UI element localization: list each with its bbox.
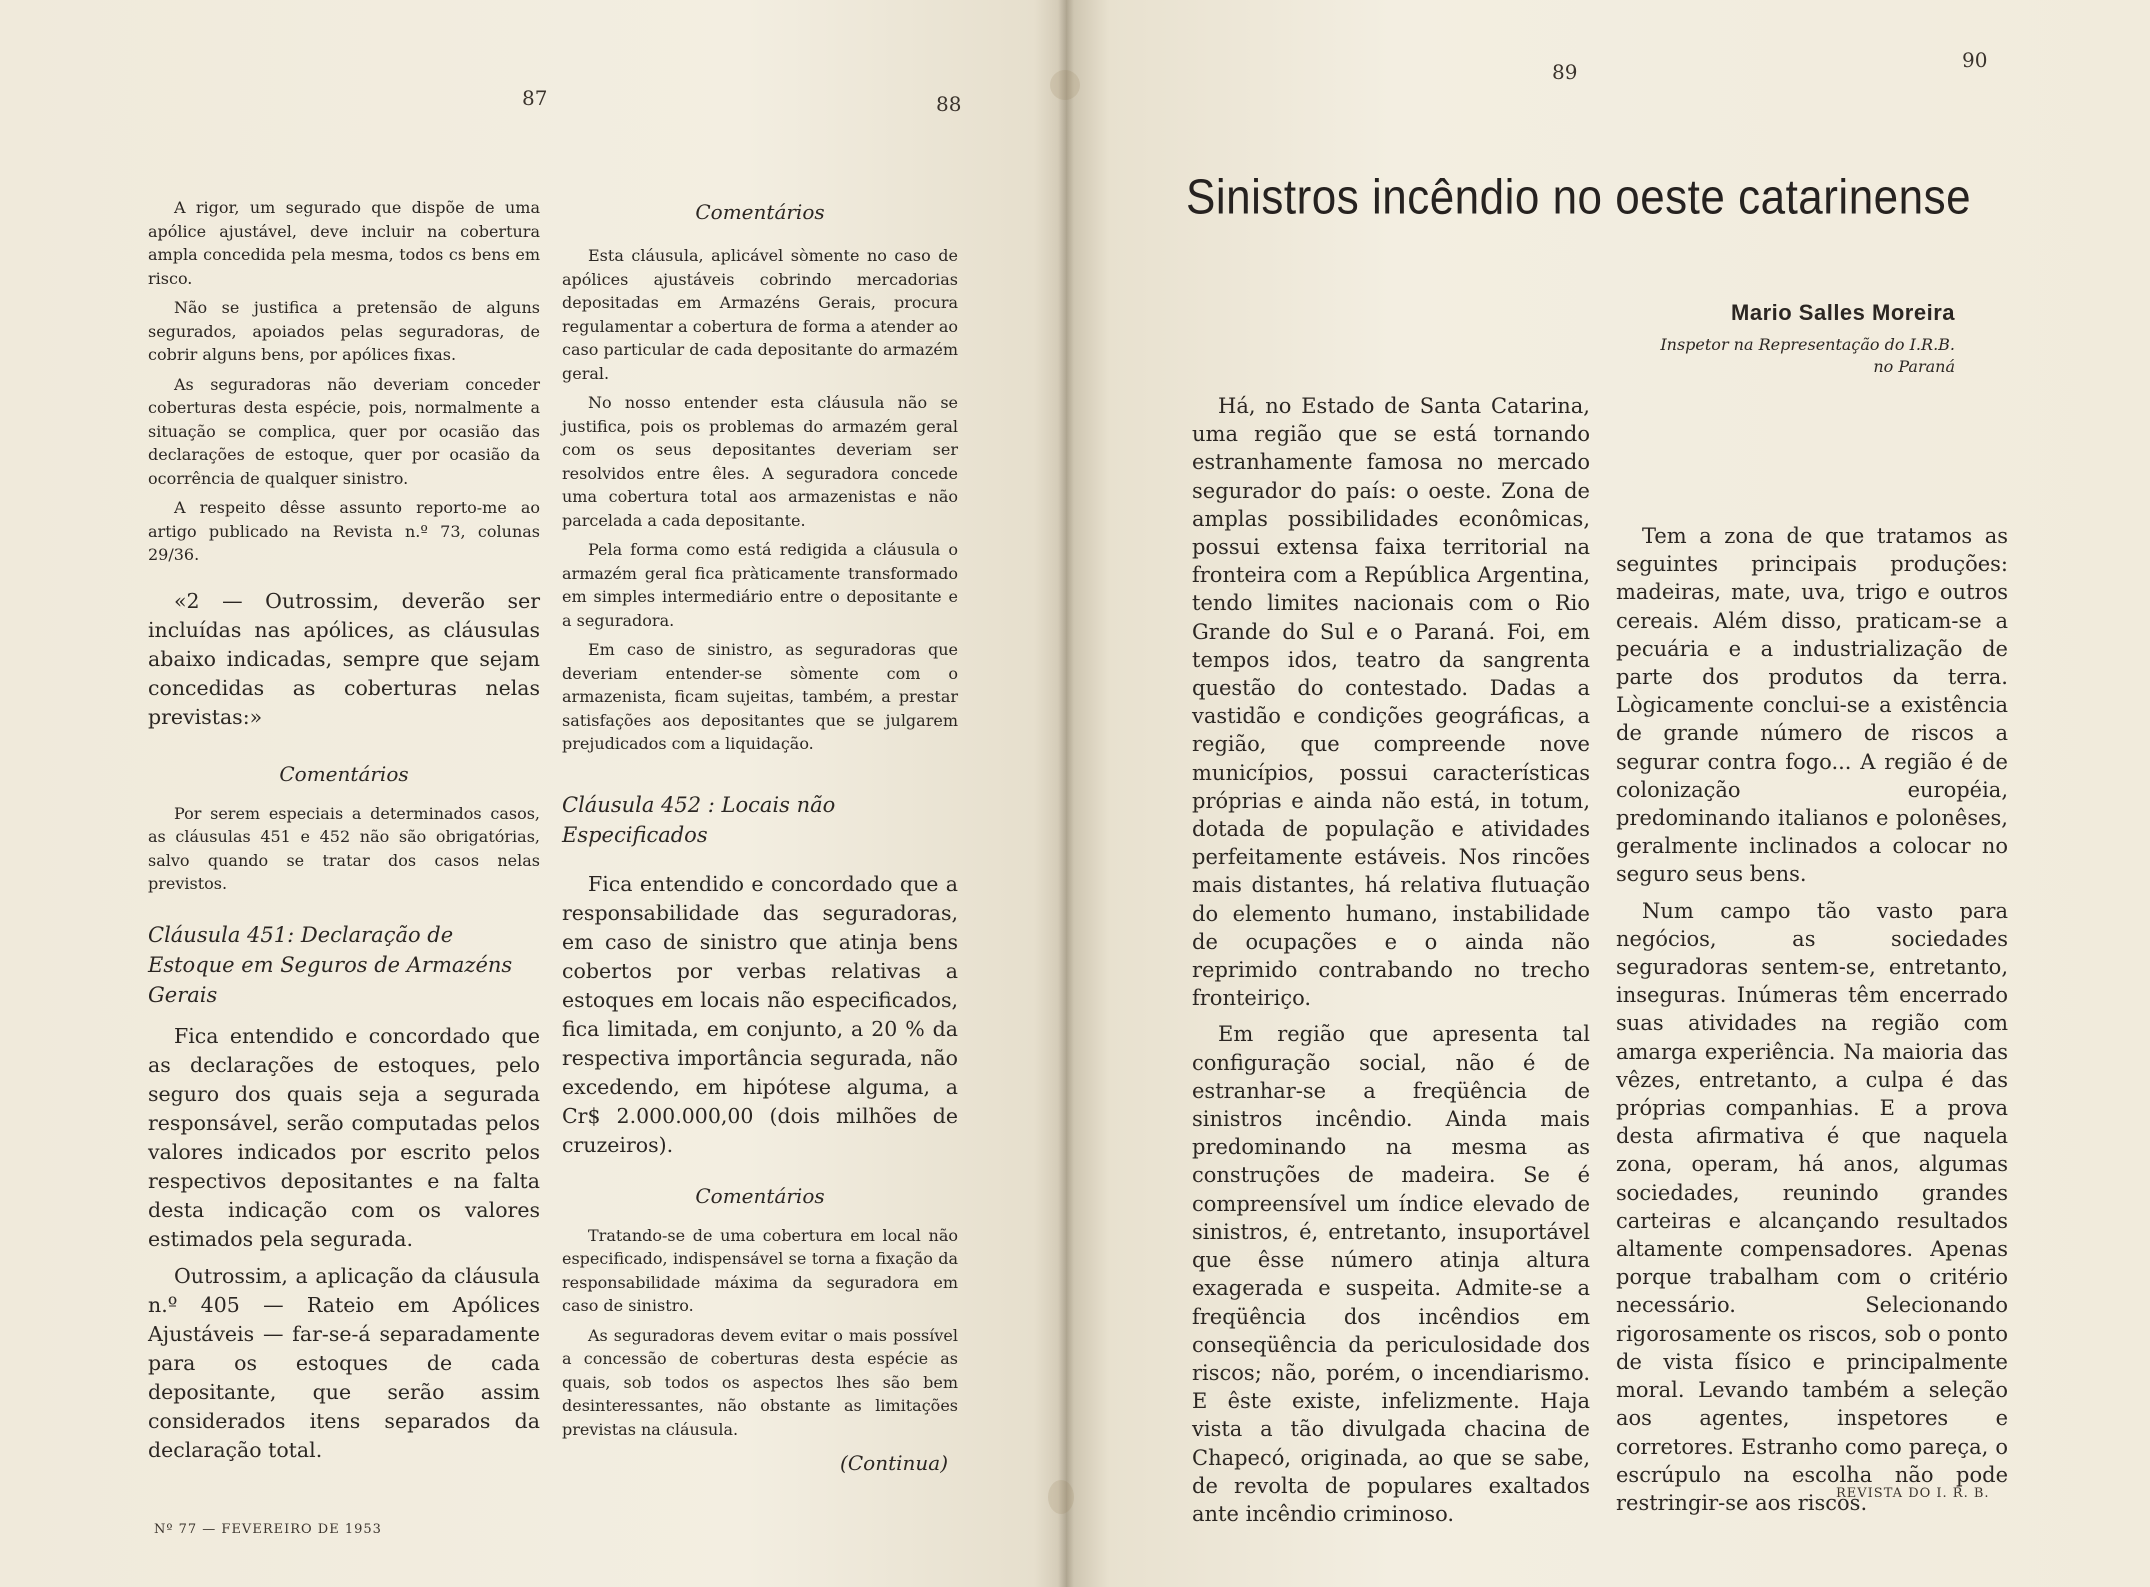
affiliation-line: Inspetor na Representação do I.R.B. [1660,335,1955,354]
comentarios-text [148,802,540,896]
comentarios-text [562,244,958,756]
paragraph: A rigor, um segurado que dispõe de uma apólice ajustável, deve incluir na cobertura ampla concedida pela mesma, todos cs bens em risco. [148,198,540,288]
comentarios-heading: Comentários [695,1183,825,1208]
paragraph: A respeito dêsse assunto reporto-me ao artigo publicado na Revista n.º 73, colunas 29/36. [148,498,540,564]
affiliation-line: no Paraná [1873,357,1955,376]
clause-452-text [562,870,958,1160]
paragraph: Em região que apresenta tal configuração social, não é de estranhar-se a freqüência de sinistros incêndio. Ainda mais predominando na mesma as construções de madeira. Se é compreensível um índice elevado de sinistros, é, entretanto, insuportável que êsse número atinja altura exagerada e suspeita. Admite-se a freqüência dos incêndios em conseqüência da periculosidade dos riscos; não, porém, o incendiarismo. E êste existe, infelizmente. Haja vista a tão divulgada chacina de Chapecó, originada, ao que se sabe, de revolta de populares exaltados ante incêndio criminoso. [1192,1022,1590,1526]
paragraph: Por serem especiais a determinados casos, as cláusulas 451 e 452 não são obrigatórias, salvo quando se tratar dos casos nelas previstos. [148,803,540,893]
column-2 [562,200,958,1475]
clause-452-title: Cláusula 452 : Locais não Especificados [562,792,836,847]
paragraph: As seguradoras não deveriam conceder coberturas desta espécie, pois, normalmente a situação se complica, quer por ocasião das declarações de estoque, quer por ocasião da ocorrência de qualquer sinistro. [148,374,540,488]
paragraph: Tratando-se de uma cobertura em local não especificado, indispensável se torna a fixação da responsabilidade máxima da seguradora em caso de sinistro. [562,1225,958,1315]
paragraph: As seguradoras devem evitar o mais possível a concessão de coberturas desta espécie as quais, sob todos os aspectos lhes são bem desinteressantes, não obstante as limitações previstas na cláusula. [562,1325,958,1439]
paragraph: Não se justifica a pretensão de alguns segurados, apoiados pelas seguradoras, de cobrir alguns bens, por apólices fixas. [148,298,540,364]
paragraph: Outrossim, a aplicação da cláusula n.º 405 — Rateio em Apólices Ajustáveis — far-se-á separadamente para os estoques de cada depositante, que serão assim considerados itens separados da declaração total. [148,1263,540,1462]
paragraph: No nosso entender esta cláusula não se justifica, pois os problemas do armazém geral com os seus depositantes deveriam ser resolvidos entre êles. A seguradora concede uma cobertura total aos armazenistas e não parcelada a cada depositante. [562,393,958,530]
comentarios-heading: Comentários [695,200,825,224]
author-affiliation [1590,334,1955,378]
paragraph: Fica entendido e concordado que a responsabilidade das seguradoras, em caso de sinistro que atinja bens cobertos por verbas relativas a estoques em locais não especificados, fica limitada, em conjunto, a 20 % da respectiva importância segurada, não excedendo, em hipótese alguma, a Cr$ 2.000.000,00 (dois milhões de cruzeiros). [562,871,958,1157]
paragraph: Num campo tão vasto para negócios, as sociedades seguradoras sentem-se, entretanto, inseguras. Inúmeras têm encerrado suas atividades na região com amarga experiência. Na maioria das vêzes, entretanto, a culpa é das próprias companhias. E a prova desta afirmativa é que naquela zona, operam, há anos, algumas sociedades, reunindo grandes carteiras e alcançando resultados altamente compensadores. Apenas porque trabalham com o critério necessário. Selecionando rigorosamente os riscos, sob o ponto de vista físico e principalmente moral. Levando também a seleção aos agentes, inspetores e corretores. Estranho como pareça, o escrúpulo na escolha não pode restringir-se aos riscos. [1616,898,2008,1515]
book-gutter [1058,0,1074,1587]
article-title: Sinistros incêndio no oeste catarinense [1186,170,1972,225]
paragraph: Pela forma como está redigida a cláusula o armazém geral fica pràticamente transformado em simples intermediário entre o depositante e a seguradora. [562,540,958,630]
footer-journal: REVISTA DO I. R. B. [1836,1486,1990,1501]
quoted-clause [148,587,540,732]
column-4 [1616,522,2008,1525]
clause-451-title: Cláusula 451: Declaração de Estoque em Seguros de Armazéns Gerais [148,922,513,1007]
article-author: Mario Salles Moreira [1731,300,1955,325]
page-number-87: 87 [522,86,548,110]
column-1-intro [148,196,540,567]
paragraph: Esta cláusula, aplicável sòmente no caso de apólices ajustáveis cobrindo mercadorias depositadas em Armazéns Gerais, procura regulamentar a cobertura de forma a atender ao caso particular de cada depositante do armazém geral. [562,246,958,383]
page-number-90: 90 [1962,48,1988,72]
column-3 [1192,392,1590,1536]
comentarios-text [562,1224,958,1442]
clause-451-text [148,1022,540,1465]
paragraph: Há, no Estado de Santa Catarina, uma região que se está tornando estranhamente famosa no mercado segurador do país: o oeste. Zona de amplas possibilidades econômicas, possui extensa faixa territorial na fronteira com a República Argentina, tendo limites nacionais com o Rio Grande do Sul e o Paraná. Foi, em tempos idos, teatro da sangrenta questão do contestado. Dadas a vastidão e condições geográficas, a região, que compreende nove municípios, possui características próprias e ainda não está, in totum, dotada de população e atividades perfeitamente estáveis. Nos rincões mais distantes, há relativa flutuação do elemento humano, instabilidade de ocupações e o ainda não reprimido contrabando no trecho fronteiriço. [1192,394,1590,1011]
continua-label: (Continua) [840,1451,948,1475]
page-number-88: 88 [936,92,962,116]
paragraph: Tem a zona de que tratamos as seguintes principais produções: madeiras, mate, uva, trigo e outros cereais. Além disso, praticam-se a pecuária e a industrialização de parte dos produtos da terra. Lògicamente conclui-se a existência de grande número de riscos a segurar contra fogo... A região é de colonização européia, predominando italianos e polonêses, geralmente inclinados a colocar no seguro seus bens. [1616,524,2008,887]
comentarios-heading: Comentários [279,761,409,786]
paragraph: Fica entendido e concordado que as declarações de estoques, pelo seguro dos quais seja a segurada responsável, serão computadas pelos valores indicados por escrito pelos respectivos depositantes e na falta desta indicação com os valores estimados pela segurada. [148,1023,540,1251]
page-number-89: 89 [1552,60,1578,84]
paragraph: «2 — Outrossim, deverão ser incluídas nas apólices, as cláusulas abaixo indicadas, sempre que sejam concedidas as coberturas nelas previstas:» [148,588,540,729]
paper-stain [1048,1480,1074,1514]
paper-stain [1050,70,1080,100]
paragraph: Em caso de sinistro, as seguradoras que deveriam entender-se sòmente com o armazenista, ficam sujeitas, também, a prestar satisfações aos depositantes que se julgarem prejudicados com a liquidação. [562,640,958,753]
column-1 [148,196,540,1473]
footer-issue: Nº 77 — FEVEREIRO DE 1953 [154,1522,382,1537]
